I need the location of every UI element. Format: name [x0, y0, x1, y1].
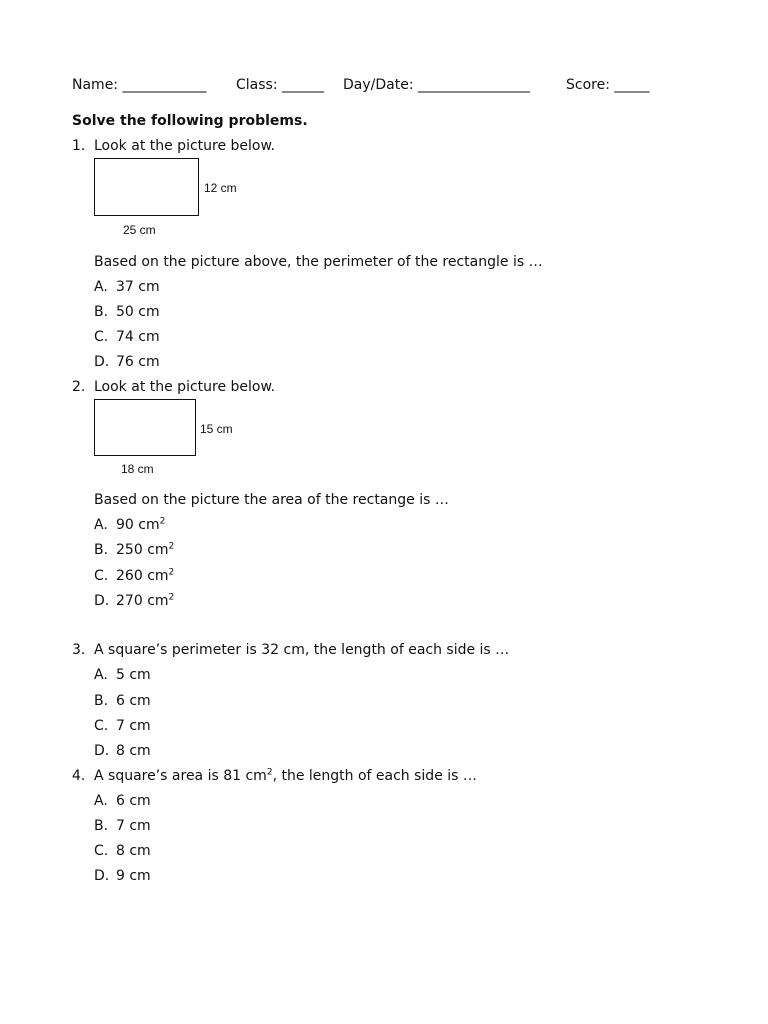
option-letter: A.: [94, 667, 108, 683]
option-letter: B.: [94, 304, 109, 320]
option-unit: cm: [147, 593, 169, 609]
q4-question-pre: A square’s area is 81 cm: [94, 768, 267, 784]
option-text: 74 cm: [116, 329, 160, 345]
option-text: 5 cm: [116, 667, 151, 683]
option-letter: B.: [94, 542, 109, 558]
option-unit: cm: [138, 517, 160, 533]
q2-height-label: 15 cm: [200, 422, 233, 436]
q4-question: [94, 767, 477, 785]
q3-option-b[interactable]: [94, 692, 151, 710]
option-value: 250: [116, 542, 143, 558]
option-text: 50 cm: [116, 304, 160, 320]
q1-rectangle-figure: [94, 158, 199, 216]
option-text: 76 cm: [116, 354, 160, 370]
option-letter: D.: [94, 354, 110, 370]
option-letter: A.: [94, 793, 108, 809]
option-letter: C.: [94, 329, 109, 345]
instruction-heading: Solve the following problems.: [72, 113, 308, 129]
option-text: 6 cm: [116, 793, 151, 809]
q2-option-d[interactable]: [94, 592, 174, 610]
q3-number: 3.: [72, 642, 86, 658]
q1-option-c[interactable]: [94, 328, 160, 346]
unit-exponent: 2: [168, 592, 175, 603]
option-text: 9 cm: [116, 868, 151, 884]
option-letter: B.: [94, 818, 109, 834]
option-value: 270: [116, 593, 143, 609]
option-letter: D.: [94, 593, 110, 609]
option-text: 6 cm: [116, 693, 151, 709]
option-letter: C.: [94, 843, 109, 859]
q2-question: Based on the picture the area of the rectange is …: [94, 492, 449, 508]
q2-option-c[interactable]: [94, 567, 174, 585]
option-text: 8 cm: [116, 843, 151, 859]
q2-option-a[interactable]: [94, 516, 165, 534]
q2-prompt: Look at the picture below.: [94, 379, 276, 395]
q2-rectangle-figure: [94, 399, 196, 456]
option-value: 260: [116, 568, 143, 584]
q3-option-d[interactable]: [94, 742, 151, 760]
option-text: 8 cm: [116, 743, 151, 759]
q4-option-c[interactable]: [94, 842, 151, 860]
q1-prompt: Look at the picture below.: [94, 138, 276, 154]
q1-number: 1.: [72, 138, 86, 154]
q4-option-a[interactable]: [94, 792, 151, 810]
option-letter: C.: [94, 568, 109, 584]
option-unit: cm: [147, 542, 169, 558]
option-unit: cm: [147, 568, 169, 584]
option-text: 7 cm: [116, 818, 151, 834]
option-letter: A.: [94, 279, 108, 295]
q1-question: Based on the picture above, the perimeter of the rectangle is …: [94, 254, 543, 270]
class-field-label: Class: ______: [236, 77, 324, 93]
score-field-label: Score: _____: [566, 77, 650, 93]
q4-option-d[interactable]: [94, 867, 151, 885]
unit-exponent: 2: [159, 516, 166, 527]
q2-width-label: 18 cm: [121, 462, 154, 476]
option-letter: A.: [94, 517, 108, 533]
option-value: 90: [116, 517, 134, 533]
unit-exponent: 2: [168, 541, 175, 552]
option-letter: D.: [94, 868, 110, 884]
q2-number: 2.: [72, 379, 86, 395]
option-text: 7 cm: [116, 718, 151, 734]
option-letter: B.: [94, 693, 109, 709]
q1-width-label: 25 cm: [123, 223, 156, 237]
q1-option-a[interactable]: [94, 278, 160, 296]
name-field-label: Name: ____________: [72, 77, 207, 93]
option-letter: D.: [94, 743, 110, 759]
option-text: 37 cm: [116, 279, 160, 295]
q1-height-label: 12 cm: [204, 181, 237, 195]
q1-option-d[interactable]: [94, 353, 160, 371]
unit-exponent: 2: [168, 567, 175, 578]
q2-option-b[interactable]: [94, 541, 174, 559]
q3-option-c[interactable]: [94, 717, 151, 735]
date-field-label: Day/Date: ________________: [343, 77, 530, 93]
q4-question-post: , the length of each side is …: [272, 768, 477, 784]
q3-option-a[interactable]: [94, 666, 151, 684]
q1-option-b[interactable]: [94, 303, 160, 321]
q4-number: 4.: [72, 768, 86, 784]
q3-question: A square’s perimeter is 32 cm, the length of each side is …: [94, 642, 510, 658]
q4-option-b[interactable]: [94, 817, 151, 835]
q4-question-exponent: 2: [266, 767, 273, 778]
option-letter: C.: [94, 718, 109, 734]
